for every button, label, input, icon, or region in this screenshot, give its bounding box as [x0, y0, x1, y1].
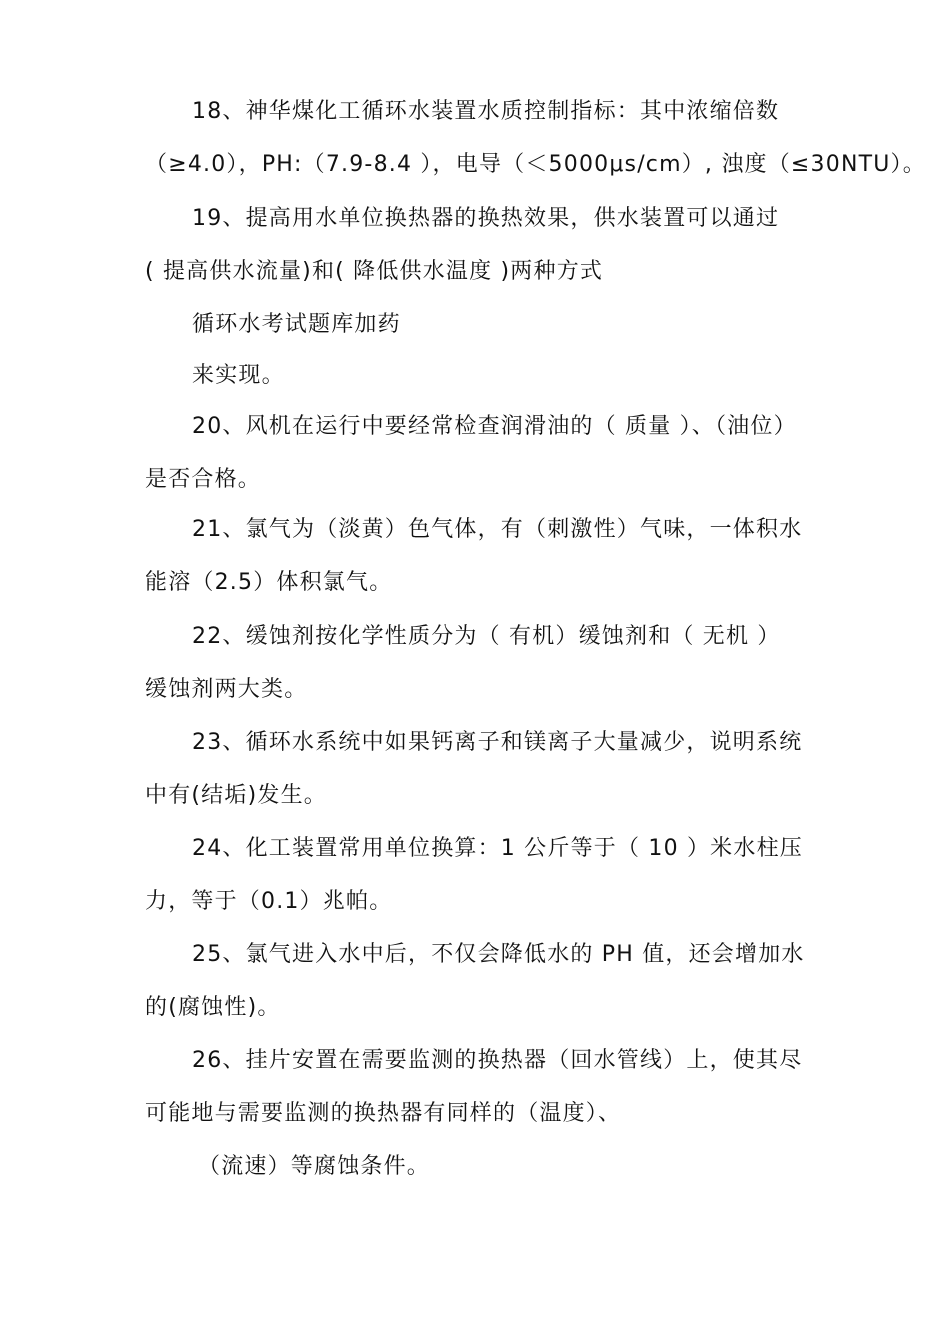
question-18-line-1: 18、神华煤化工循环水装置水质控制指标：其中浓缩倍数: [192, 99, 780, 124]
question-19-line-2: ( 提高供水流量)和( 降低供水温度 )两种方式: [145, 259, 604, 284]
question-26-line-3: （流速）等腐蚀条件。: [198, 1154, 431, 1179]
question-23-line-1: 23、循环水系统中如果钙离子和镁离子大量减少，说明系统: [192, 730, 803, 755]
question-21-line-2: 能溶（2.5）体积氯气。: [145, 570, 393, 595]
question-24-line-1: 24、化工装置常用单位换算：1 公斤等于（ 10 ）米水柱压: [192, 836, 803, 861]
question-20-line-2: 是否合格。: [145, 467, 262, 492]
question-19-line-4: 来实现。: [192, 363, 285, 388]
question-24-line-2: 力，等于（0.1）兆帕。: [145, 889, 393, 914]
question-22-line-2: 缓蚀剂两大类。: [145, 677, 308, 702]
question-19-line-3: 循环水考试题库加药: [192, 312, 401, 337]
question-18-line-2: （≥4.0），PH:（7.9-8.4 ），电导（＜5000μs/cm）, 浊度（≤30NTU）。: [145, 152, 926, 177]
question-26-line-1: 26、挂片安置在需要监测的换热器（回水管线）上，使其尽: [192, 1048, 803, 1073]
question-22-line-1: 22、缓蚀剂按化学性质分为（ 有机）缓蚀剂和（ 无机 ）: [192, 624, 781, 649]
question-25-line-2: 的(腐蚀性)。: [145, 995, 281, 1020]
question-23-line-2: 中有(结垢)发生。: [145, 783, 327, 808]
question-21-line-1: 21、氯气为（淡黄）色气体，有（刺激性）气味，一体积水: [192, 517, 803, 542]
question-26-line-2: 可能地与需要监测的换热器有同样的（温度）、: [145, 1101, 622, 1126]
question-20-line-1: 20、风机在运行中要经常检查润滑油的（ 质量 ）、（油位）: [192, 414, 797, 439]
question-25-line-1: 25、氯气进入水中后，不仅会降低水的 PH 值，还会增加水: [192, 942, 805, 967]
question-19-line-1: 19、提高用水单位换热器的换热效果，供水装置可以通过: [192, 206, 780, 231]
